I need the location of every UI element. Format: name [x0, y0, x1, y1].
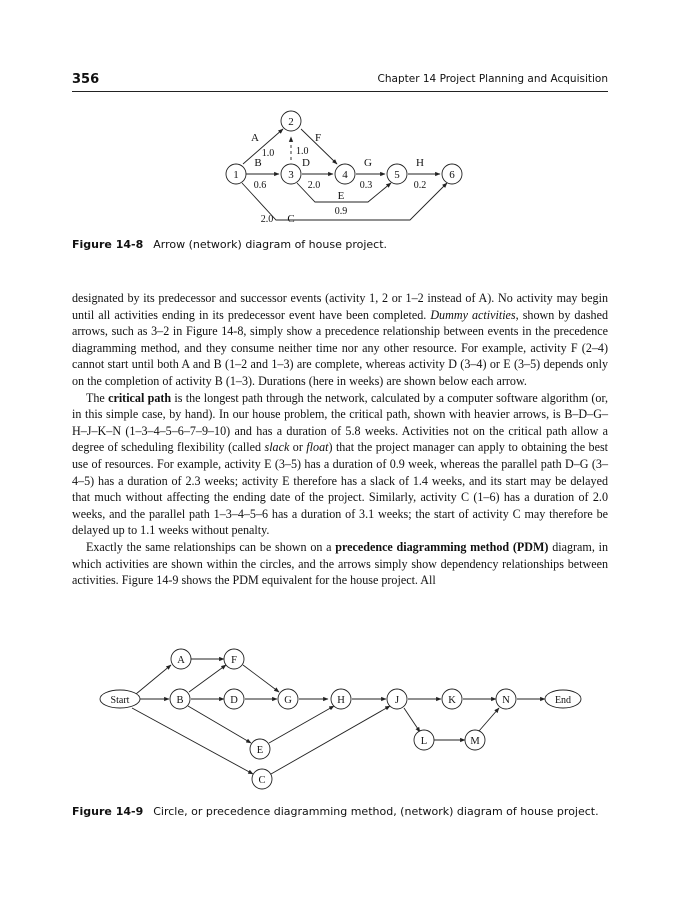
- duration-G: 0.3: [359, 180, 373, 191]
- figure-14-8-caption: [72, 238, 387, 251]
- duration-C: 2.0: [260, 214, 274, 225]
- edge-start-C: [132, 708, 253, 774]
- pdm-label-G: G: [284, 695, 292, 706]
- term-dummy-activities: Dummy activities: [430, 307, 516, 322]
- pdm-label-N: N: [502, 695, 510, 706]
- paragraph-2: The critical path is the longest path through the network, calculated by a computer software algorithm (or, in this simple case, by hand). In our house problem, the critical path, shown with heavier arrows, is B–D–G–H–J–K–N (1–3–4–5–6–7–9–10) and has a duration of 5.8 weeks. Activities not on the critical path allow a degree of scheduling flexibility (called slack or float) that the project manager can apply to obtaining the best use of resources. For example, activity E (3–5) has a duration of 0.9 week, whereas the parallel path D–G (3–4–5) has a duration of 2.3 weeks; activity E therefore has a slack of 1.4 weeks, and its start may be delayed that much without affecting the ending date of the project. Similarly, activity C (1–6) has a duration of 2.0 weeks, and the parallel path 1–3–4–5–6 has a duration of 3.1 weeks; the start of activity C may therefore be delayed up to 1.1 weeks without penalty.: [72, 390, 609, 538]
- edge-start-A: [136, 665, 171, 694]
- paragraph-3: Exactly the same relationships can be shown on a precedence diagramming method (PDM) diagram, in which activities are shown within the circles, and the arrows simply show dependency relationships between activities. Figure 14-9 shows the PDM equivalent for the house project. All: [72, 539, 608, 588]
- page-number: 356: [72, 72, 100, 87]
- figure-14-8-caption-text: Arrow (network) diagram of house project.: [153, 238, 388, 251]
- pdm-label-B: B: [176, 695, 184, 706]
- figure-14-9-caption-text: Circle, or precedence diagramming method, (network) diagram of house project.: [153, 805, 599, 818]
- event-label-1: 1: [233, 169, 239, 181]
- pdm-label-C: C: [258, 775, 266, 786]
- term-critical-path: critical path: [108, 390, 172, 405]
- pdm-label-end: End: [554, 695, 572, 706]
- edge-B-F: [189, 665, 226, 692]
- event-label-3: 3: [288, 169, 294, 181]
- term-float: float: [306, 440, 329, 455]
- pdm-label-E: E: [256, 745, 264, 756]
- activity-label-A: A: [251, 132, 259, 144]
- pdm-label-K: K: [448, 695, 456, 706]
- event-label-2: 2: [288, 116, 294, 128]
- pdm-label-L: L: [420, 736, 428, 747]
- body-text: [72, 290, 608, 589]
- chapter-title: Chapter 14 Project Planning and Acquisition: [377, 73, 608, 85]
- figure-14-9-caption-label: Figure 14-9: [72, 805, 144, 818]
- term-pdm: precedence diagramming method (PDM): [335, 539, 549, 554]
- edge-J-L: [404, 708, 420, 732]
- duration-dummy: 1.0: [296, 146, 309, 157]
- edge-F-G: [243, 665, 279, 692]
- event-label-6: 6: [449, 169, 455, 181]
- activity-label-H: H: [416, 157, 424, 169]
- term-slack: slack: [264, 440, 290, 455]
- header-rule: [72, 91, 608, 92]
- duration-H: 0.2: [413, 180, 427, 191]
- event-label-5: 5: [394, 169, 400, 181]
- pdm-label-start: Start: [110, 695, 130, 706]
- activity-label-D: D: [302, 157, 310, 169]
- edge-M-N: [479, 708, 499, 731]
- activity-label-G: G: [364, 157, 372, 169]
- edge-B-E: [188, 706, 251, 743]
- pdm-label-F: F: [231, 655, 237, 666]
- pdm-label-M: M: [470, 736, 480, 747]
- activity-label-B: B: [254, 157, 262, 169]
- edge-C-J: [271, 706, 390, 774]
- pdm-label-H: H: [337, 695, 345, 706]
- duration-D: 2.0: [307, 180, 321, 191]
- duration-B: 0.6: [253, 180, 267, 191]
- page-header: [72, 72, 608, 90]
- figure-14-9-diagram: [0, 640, 680, 800]
- event-label-4: 4: [342, 169, 348, 181]
- edge-E-H: [269, 706, 334, 743]
- duration-E: 0.9: [334, 206, 348, 217]
- figure-14-8-caption-label: Figure 14-8: [72, 238, 144, 251]
- figure-14-9-caption: [72, 805, 599, 818]
- activity-label-E: E: [337, 190, 345, 202]
- pdm-label-D: D: [230, 695, 238, 706]
- activity-label-F: F: [314, 132, 322, 144]
- activity-label-C: C: [287, 213, 295, 225]
- figure-14-8-diagram: [0, 100, 680, 230]
- pdm-label-J: J: [394, 695, 400, 706]
- paragraph-1: designated by its predecessor and successor events (activity 1, 2 or 1–2 instead of A). No activity may begin until all activities ending in its predecessor event have been completed. Dummy activities, shown by dashed arrows, such as 3–2 in Figure 14-8, simply show a precedence relationship between events in the precedence diagramming method, and they consume neither time nor any other resource. For example, activity F (2–4) cannot start until both A and B (1–2 and 1–3) are complete, whereas activity D (3–4) or E (3–5) depends only on the completion of activity B (1–3). Durations (here in weeks) are shown below each arrow.: [72, 291, 609, 388]
- pdm-label-A: A: [177, 655, 185, 666]
- duration-A: 1.0: [261, 148, 275, 159]
